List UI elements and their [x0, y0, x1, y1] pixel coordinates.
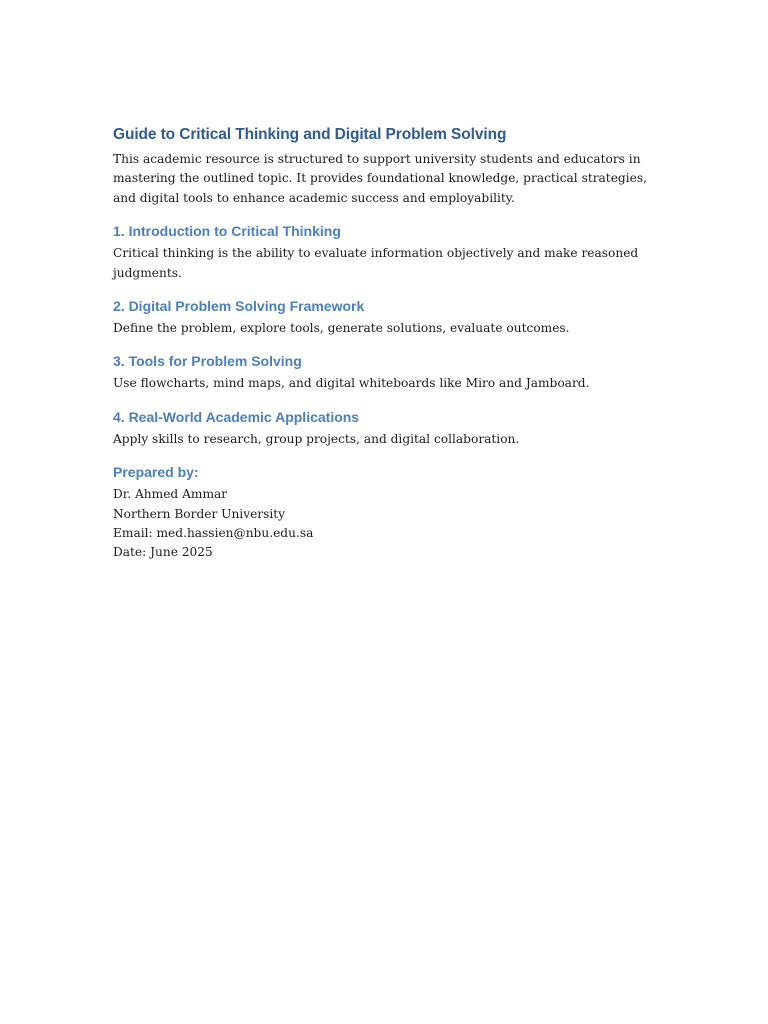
- section-introduction: [113, 222, 658, 283]
- section-body: Use flowcharts, mind maps, and digital whiteboards like Miro and Jamboard.: [113, 376, 590, 391]
- section-tools: [113, 352, 658, 393]
- author-name: Dr. Ahmed Ammar: [113, 487, 228, 502]
- document-date: Date: June 2025: [113, 545, 213, 560]
- section-heading: 4. Real-World Academic Applications: [113, 408, 360, 425]
- prepared-by-section: [113, 463, 658, 563]
- section-body: Define the problem, explore tools, generate solutions, evaluate outcomes.: [113, 321, 570, 336]
- section-framework: [113, 297, 658, 338]
- section-heading: 2. Digital Problem Solving Framework: [113, 298, 365, 315]
- intro-paragraph: This academic resource is structured to support university students and educators in mastering the outlined topic. It provides foundational knowledge, practical strategies, and digital tools to enhance academic success and employability.: [113, 152, 647, 205]
- author-institution: Northern Border University: [113, 506, 286, 521]
- section-heading: 1. Introduction to Critical Thinking: [113, 223, 341, 240]
- section-body: Apply skills to research, group projects, and digital collaboration.: [113, 431, 520, 446]
- author-details: [113, 485, 658, 563]
- section-body: Critical thinking is the ability to evaluate information objectively and make reasoned judgments.: [113, 246, 639, 280]
- prepared-by-heading: Prepared by:: [113, 464, 199, 481]
- section-applications: [113, 408, 658, 449]
- document-title: Guide to Critical Thinking and Digital Problem Solving: [113, 126, 507, 143]
- section-heading: 3. Tools for Problem Solving: [113, 353, 302, 370]
- author-email: Email: med.hassien@nbu.edu.sa: [113, 526, 314, 541]
- document-content: [113, 125, 658, 563]
